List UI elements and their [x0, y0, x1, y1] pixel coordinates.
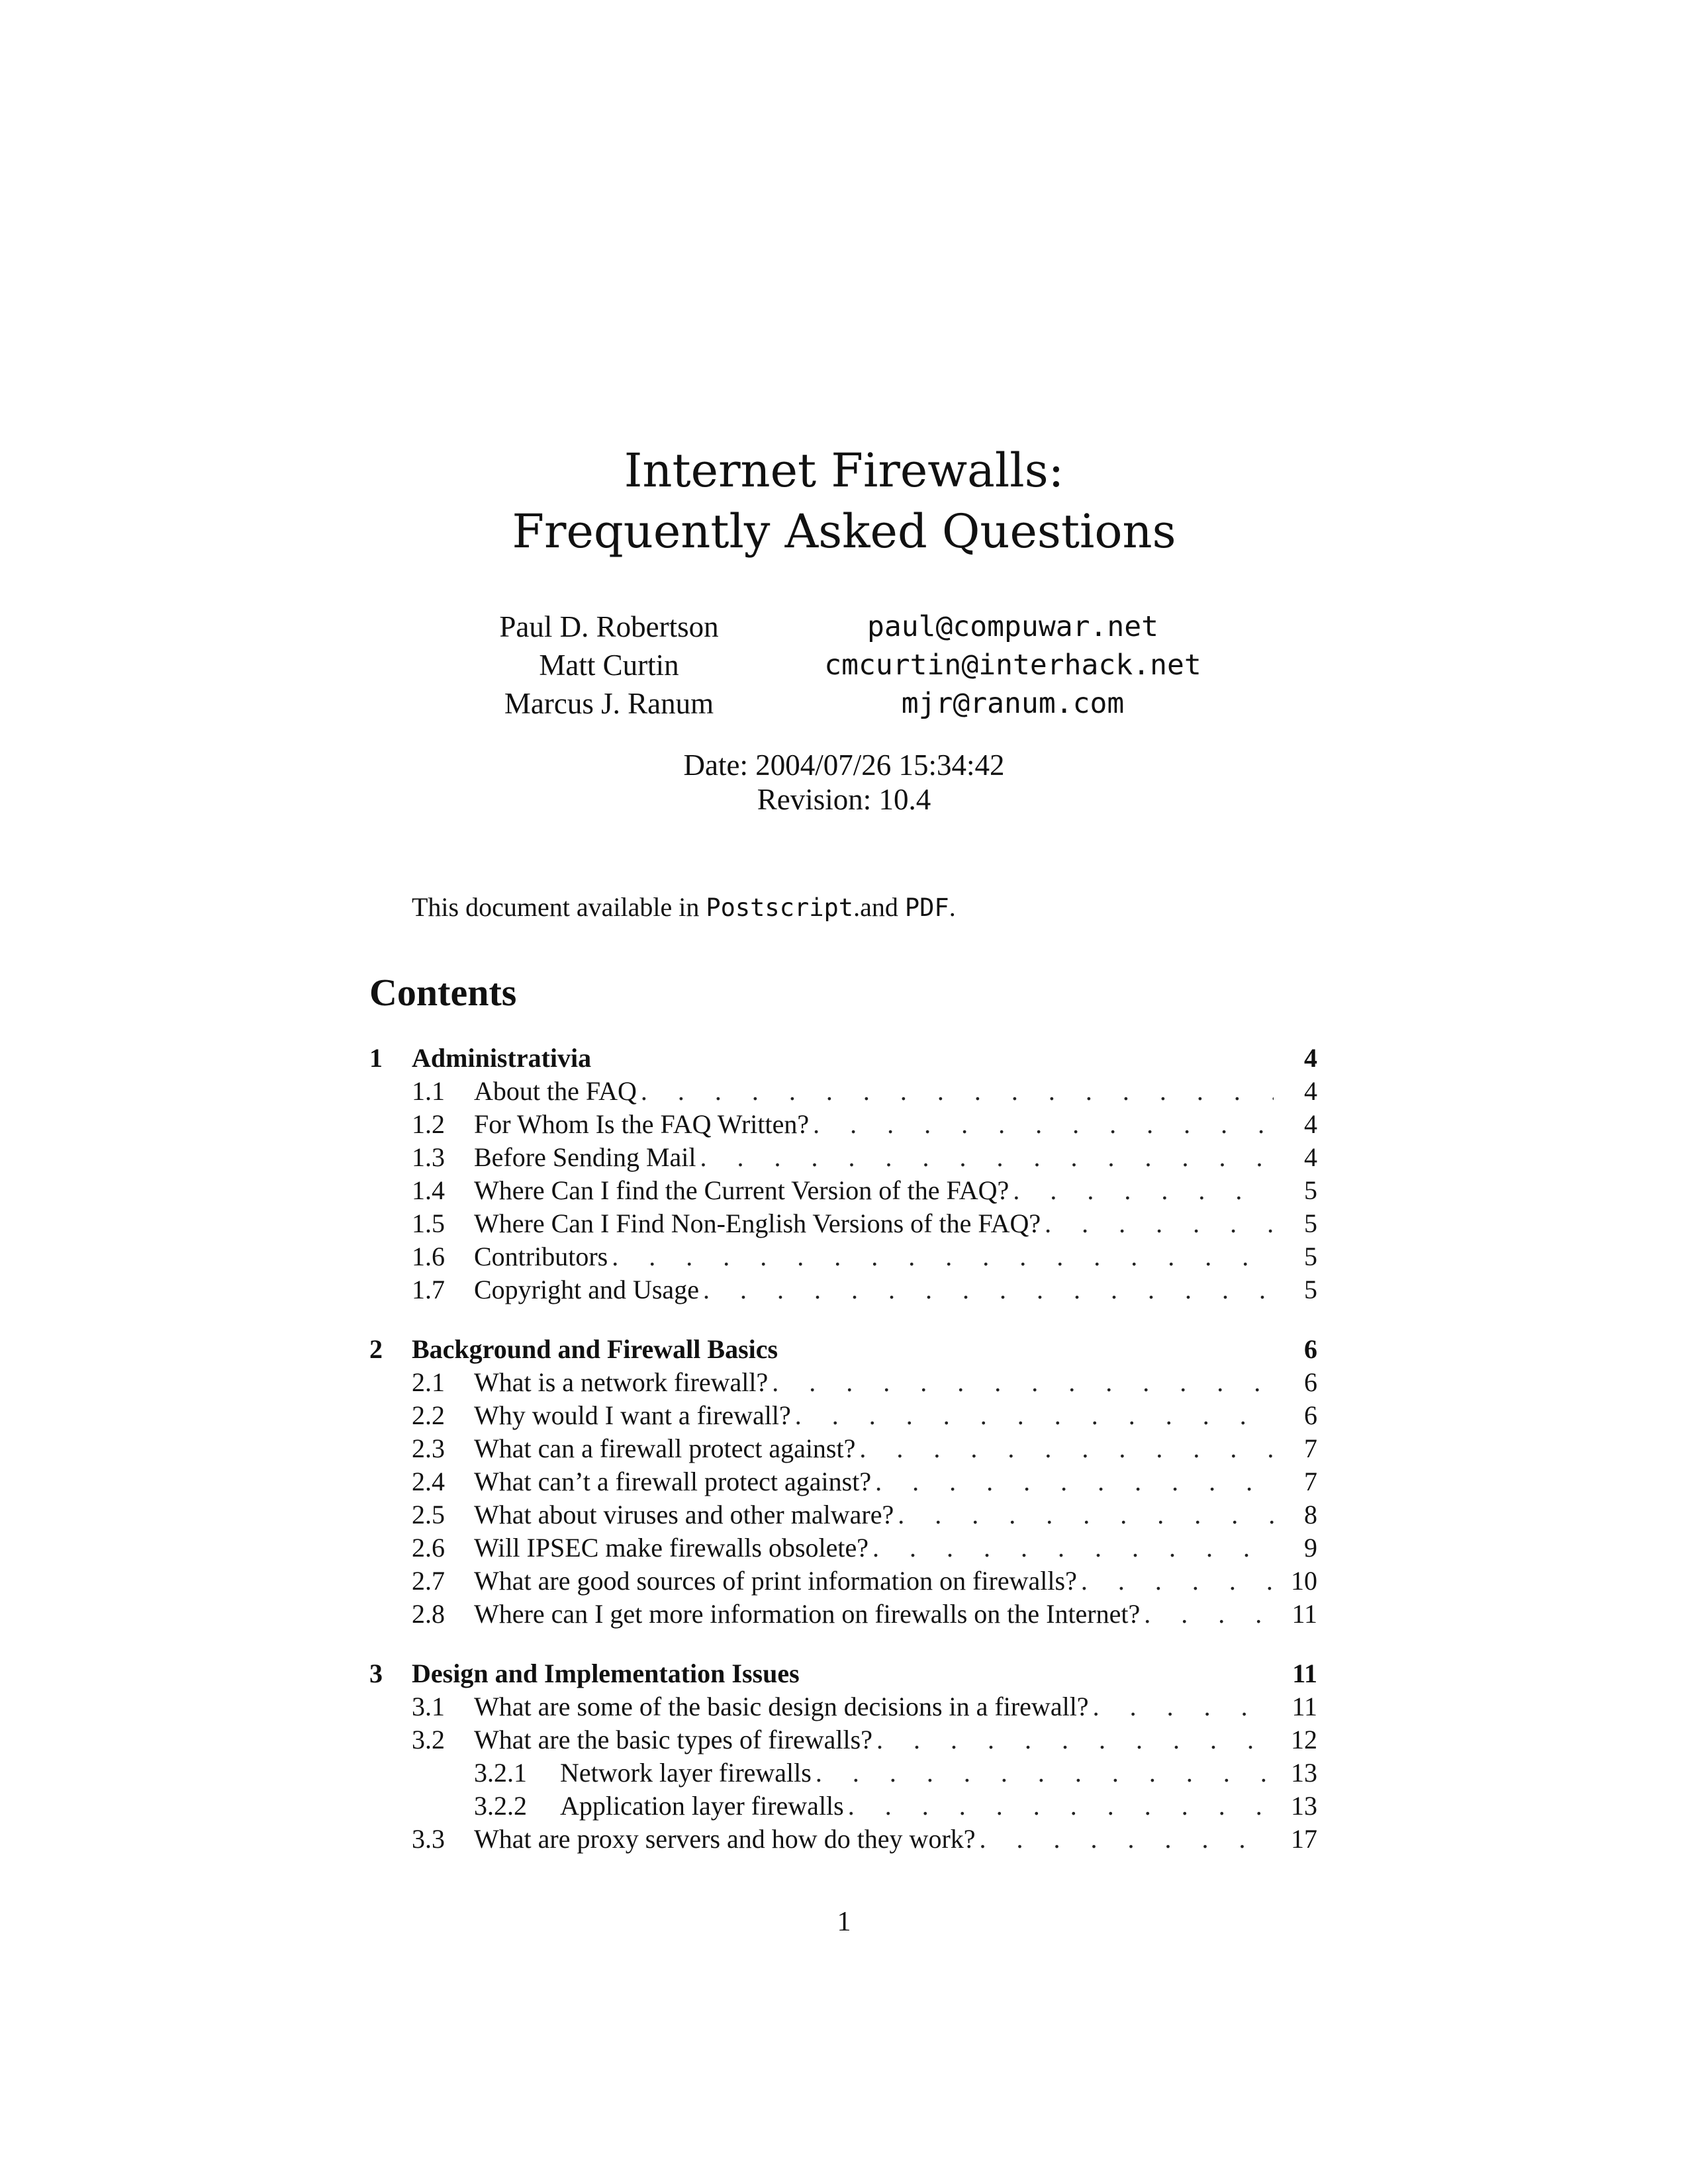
- toc-entry[interactable]: [369, 1241, 1317, 1274]
- toc-entry[interactable]: [369, 1724, 1317, 1757]
- toc-title: About the FAQ: [474, 1076, 637, 1106]
- toc-title: Why would I want a firewall?: [474, 1400, 791, 1430]
- revision: Revision: 10.4: [757, 783, 931, 816]
- toc-page: 11: [1291, 1692, 1317, 1721]
- toc-section-entry[interactable]: [369, 1042, 1317, 1075]
- toc-number: 2.1: [412, 1367, 445, 1397]
- toc-section: [369, 1658, 1317, 1856]
- author-name: Paul D. Robertson: [499, 610, 719, 643]
- toc-entry[interactable]: [369, 1823, 1317, 1856]
- toc-entry[interactable]: [369, 1075, 1317, 1109]
- toc-leader-dots: [1081, 1565, 1274, 1596]
- toc-entry[interactable]: [369, 1433, 1317, 1466]
- toc-page: 17: [1291, 1824, 1317, 1854]
- toc-leader-dots: [703, 1274, 1274, 1305]
- toc-title: For Whom Is the FAQ Written?: [474, 1109, 810, 1139]
- toc-number: 2.3: [412, 1433, 445, 1463]
- toc-title: Will IPSEC make firewalls obsolete?: [474, 1533, 869, 1563]
- toc-number: 1.4: [412, 1175, 445, 1205]
- toc-title: Design and Implementation Issues: [412, 1659, 800, 1688]
- toc-page: 5: [1304, 1242, 1317, 1271]
- toc-leader-dots: [875, 1466, 1274, 1497]
- toc-number: 1.5: [412, 1208, 445, 1238]
- toc-page: 5: [1304, 1175, 1317, 1205]
- toc-page: 5: [1304, 1208, 1317, 1238]
- toc-entry[interactable]: [369, 1598, 1317, 1631]
- author-row: [437, 608, 1297, 646]
- toc-page: 11: [1291, 1599, 1317, 1629]
- toc-title: What are good sources of print information on firewalls?: [474, 1566, 1077, 1596]
- toc-page: 4: [1304, 1142, 1317, 1172]
- toc-title: Background and Firewall Basics: [412, 1334, 778, 1364]
- toc-number: 1.2: [412, 1109, 445, 1139]
- date: Date: 2004/07/26 15:34:42: [683, 749, 1005, 782]
- author-list: [437, 608, 1297, 723]
- toc-title: Network layer firewalls: [560, 1758, 812, 1788]
- toc-number: 3: [369, 1659, 383, 1688]
- toc-leader-dots: [772, 1367, 1274, 1398]
- toc-leader-dots: [848, 1790, 1274, 1821]
- availability-suffix: .: [949, 892, 956, 922]
- toc-number: 1.7: [412, 1275, 445, 1304]
- toc-number: 3.1: [412, 1692, 445, 1721]
- toc-page: 4: [1304, 1076, 1317, 1106]
- contents-heading: Contents: [369, 971, 517, 1014]
- toc-page: 4: [1304, 1043, 1317, 1073]
- title-line-1: Internet Firewalls:: [624, 443, 1064, 498]
- toc-section: [369, 1042, 1317, 1307]
- toc-number: 2.5: [412, 1500, 445, 1529]
- toc-page: 11: [1292, 1659, 1317, 1688]
- toc-number: 3.2: [412, 1725, 445, 1754]
- toc-leader-dots: [641, 1075, 1274, 1107]
- toc-number: 2.2: [412, 1400, 445, 1430]
- toc-leader-dots: [980, 1823, 1274, 1854]
- author-name: Marcus J. Ranum: [504, 687, 714, 720]
- toc-title: Where can I get more information on firewalls on the Internet?: [474, 1599, 1141, 1629]
- toc-entry[interactable]: [369, 1532, 1317, 1565]
- toc-entry[interactable]: [369, 1175, 1317, 1208]
- toc-leader-dots: [700, 1142, 1274, 1173]
- toc-entry[interactable]: [369, 1367, 1317, 1400]
- toc-title: Before Sending Mail: [474, 1142, 696, 1172]
- toc-leader-dots: [612, 1241, 1274, 1272]
- document-title: [0, 440, 1688, 562]
- title-line-2: Frequently Asked Questions: [512, 504, 1176, 559]
- toc-title: Where Can I Find Non-English Versions of the FAQ?: [474, 1208, 1041, 1238]
- toc-page: 4: [1304, 1109, 1317, 1139]
- toc-page: 8: [1304, 1500, 1317, 1529]
- toc-title: What can’t a firewall protect against?: [474, 1467, 872, 1496]
- toc-entry[interactable]: [369, 1109, 1317, 1142]
- toc-leader-dots: [876, 1724, 1274, 1755]
- toc-leader-dots: [816, 1757, 1274, 1788]
- toc-title: What about viruses and other malware?: [474, 1500, 894, 1529]
- toc-leader-dots: [795, 1400, 1274, 1431]
- author-email[interactable]: paul@compuwar.net: [867, 610, 1159, 643]
- author-email[interactable]: cmcurtin@interhack.net: [824, 649, 1201, 682]
- toc-title: Application layer firewalls: [560, 1791, 844, 1821]
- postscript-link[interactable]: Postscript: [706, 893, 854, 922]
- toc-section: [369, 1334, 1317, 1631]
- pdf-link[interactable]: PDF: [904, 893, 949, 922]
- toc-leader-dots: [1093, 1691, 1274, 1722]
- toc-title: What are proxy servers and how do they work?: [474, 1824, 976, 1854]
- toc-leader-dots: [859, 1433, 1274, 1464]
- toc-page: 6: [1304, 1334, 1317, 1364]
- toc-number: 1.6: [412, 1242, 445, 1271]
- toc-title: What are the basic types of firewalls?: [474, 1725, 872, 1754]
- toc-entry[interactable]: [369, 1208, 1317, 1241]
- toc-entry[interactable]: [369, 1691, 1317, 1724]
- toc-entry[interactable]: [369, 1142, 1317, 1175]
- toc-number: 2.8: [412, 1599, 445, 1629]
- toc-page: 12: [1291, 1725, 1317, 1754]
- toc-leader-dots: [1045, 1208, 1274, 1239]
- toc-number: 3.3: [412, 1824, 445, 1854]
- availability-prefix: This document available in: [412, 892, 706, 922]
- toc-number: 1: [369, 1043, 383, 1073]
- toc-number: 2.7: [412, 1566, 445, 1596]
- toc-page: 13: [1291, 1791, 1317, 1821]
- toc-page: 6: [1304, 1400, 1317, 1430]
- toc-title: Where Can I find the Current Version of the FAQ?: [474, 1175, 1009, 1205]
- toc-page: 9: [1304, 1533, 1317, 1563]
- toc-number: 1.1: [412, 1076, 445, 1106]
- toc-page: 13: [1291, 1758, 1317, 1788]
- toc-section-entry[interactable]: [369, 1334, 1317, 1367]
- toc-title: What is a network firewall?: [474, 1367, 769, 1397]
- toc-entry[interactable]: [369, 1466, 1317, 1499]
- toc-leader-dots: [1013, 1175, 1274, 1206]
- toc-number: 2: [369, 1334, 383, 1364]
- availability-middle: .and: [853, 892, 905, 922]
- toc-title: What can a firewall protect against?: [474, 1433, 856, 1463]
- toc-title: Copyright and Usage: [474, 1275, 699, 1304]
- toc-title: Contributors: [474, 1242, 608, 1271]
- toc-leader-dots: [1144, 1598, 1274, 1629]
- table-of-contents: [369, 1042, 1317, 1883]
- author-email[interactable]: mjr@ranum.com: [901, 687, 1125, 720]
- toc-leader-dots: [898, 1499, 1274, 1530]
- toc-number: 2.6: [412, 1533, 445, 1563]
- toc-page: 6: [1304, 1367, 1317, 1397]
- availability-note: [412, 891, 956, 923]
- toc-number: 1.3: [412, 1142, 445, 1172]
- toc-page: 10: [1291, 1566, 1317, 1596]
- toc-page: 7: [1304, 1433, 1317, 1463]
- toc-leader-dots: [872, 1532, 1274, 1563]
- toc-entry[interactable]: [369, 1565, 1317, 1598]
- toc-number: 3.2.1: [474, 1758, 527, 1788]
- toc-entry[interactable]: [369, 1757, 1317, 1790]
- toc-number: 3.2.2: [474, 1791, 527, 1821]
- author-row: [437, 684, 1297, 723]
- toc-number: 2.4: [412, 1467, 445, 1496]
- toc-entry[interactable]: [369, 1274, 1317, 1307]
- toc-section-entry[interactable]: [369, 1658, 1317, 1691]
- author-row: [437, 646, 1297, 684]
- toc-title: What are some of the basic design decisions in a firewall?: [474, 1692, 1089, 1721]
- page-number: 1: [837, 1907, 851, 1937]
- revision-info: [0, 748, 1688, 817]
- toc-entry[interactable]: [369, 1790, 1317, 1823]
- toc-entry[interactable]: [369, 1400, 1317, 1433]
- toc-page: 5: [1304, 1275, 1317, 1304]
- author-name: Matt Curtin: [539, 649, 679, 682]
- toc-page: 7: [1304, 1467, 1317, 1496]
- toc-title: Administrativia: [412, 1043, 592, 1073]
- toc-entry[interactable]: [369, 1499, 1317, 1532]
- toc-leader-dots: [813, 1109, 1274, 1140]
